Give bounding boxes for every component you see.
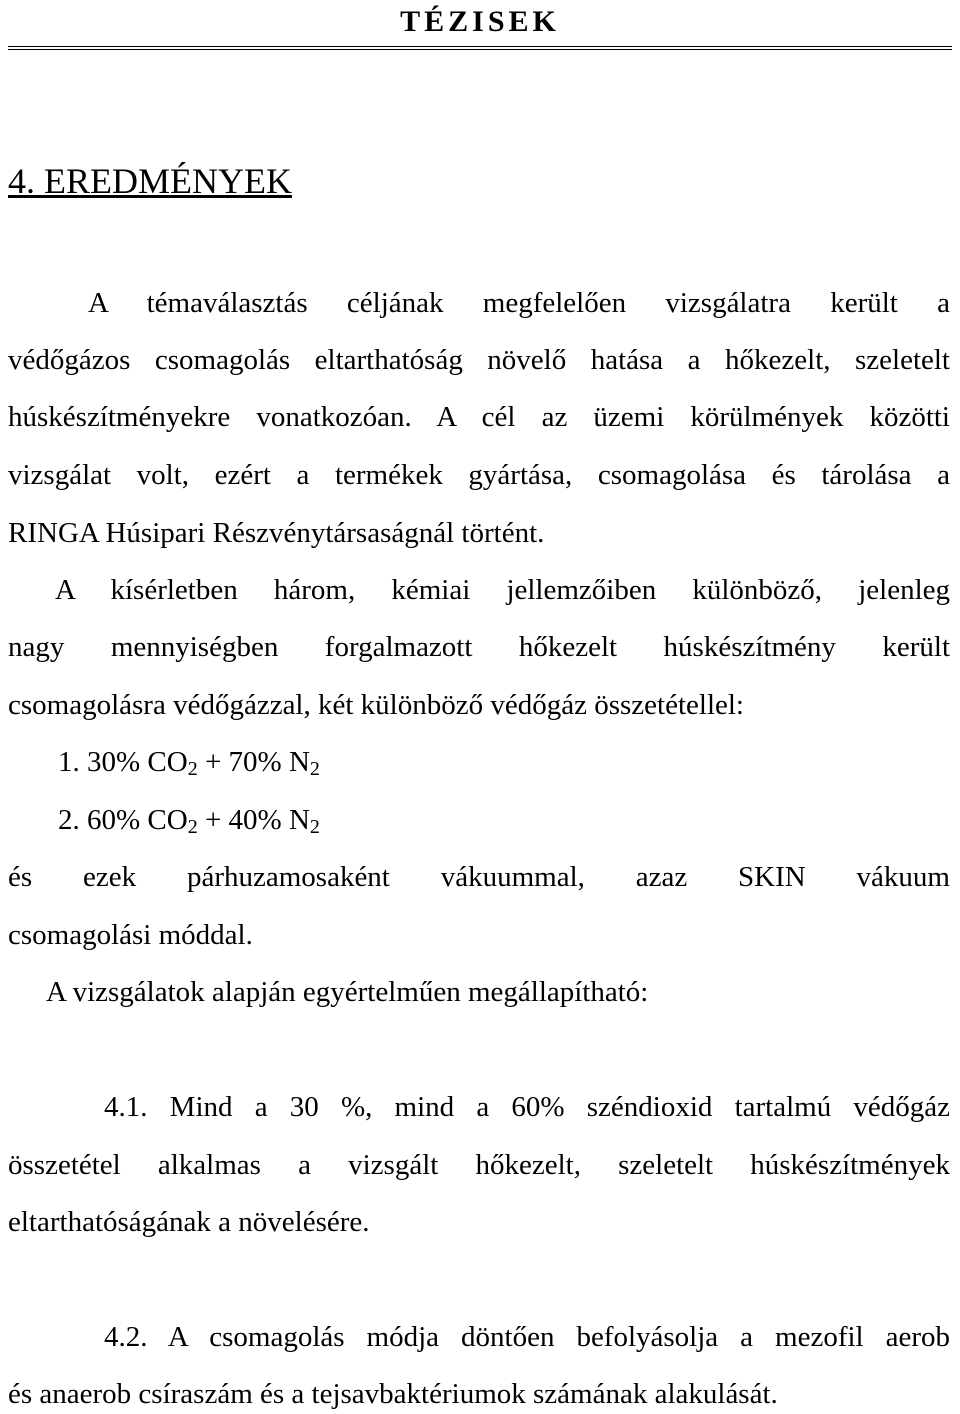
paragraph-line: és ezek párhuzamosaként vákuummal, azaz SKIN vákuum [8,861,950,893]
paragraph-line: A témaválasztás céljának megfelelően vizsgálatra került a [88,287,950,319]
gas-n2: + 70% N [197,746,310,778]
paragraph-line: húskészítményekre vonatkozóan. A cél az üzemi körülmények közötti [8,401,950,433]
paragraph-line: A kísérletben három, kémiai jellemzőiben különböző, jelenleg [55,574,950,606]
subscript: 2 [309,816,320,838]
gas-n2: + 40% N [197,804,310,836]
list-number: 1. [58,746,80,778]
result-line: és anaerob csíraszám és a tejsavbaktériumok számának alakulását. [8,1378,778,1410]
result-line: eltarthatóságának a növelésére. [8,1206,370,1238]
list-number: 2. [58,804,80,836]
paragraph-line: nagy mennyiségben forgalmazott hőkezelt húskészítmény került [8,631,950,663]
gas-co2: 30% CO [87,746,188,778]
header-rule-bottom [8,49,952,50]
header-rule-top [8,46,952,47]
result-line: 4.1. Mind a 30 %, mind a 60% széndioxid tartalmú védőgáz [104,1091,950,1123]
list-item [58,742,320,782]
chapter-title: 4. EREDMÉNYEK [8,161,292,201]
gas-co2: 60% CO [87,804,188,836]
subscript: 2 [187,758,198,780]
paragraph-line: csomagolásra védőgázzal, két különböző védőgáz összetétellel: [8,689,744,721]
paragraph-line: RINGA Húsipari Részvénytársaságnál történt. [8,517,545,549]
paragraph-line: védőgázos csomagolás eltarthatóság növelő hatása a hőkezelt, szeletelt [8,344,950,376]
paragraph-line: vizsgálat volt, ezért a termékek gyártása, csomagolása és tárolása a [8,459,950,491]
paragraph-line: A vizsgálatok alapján egyértelműen megállapítható: [46,976,649,1008]
subscript: 2 [309,758,320,780]
paragraph-line: csomagolási móddal. [8,919,253,951]
result-line: összetétel alkalmas a vizsgált hőkezelt, szeletelt húskészítmények [8,1149,950,1181]
subscript: 2 [187,816,198,838]
list-item [58,800,320,840]
result-line: 4.2. A csomagolás módja döntően befolyásolja a mezofil aerob [104,1321,950,1353]
page-header-title: TÉZISEK [400,5,560,38]
